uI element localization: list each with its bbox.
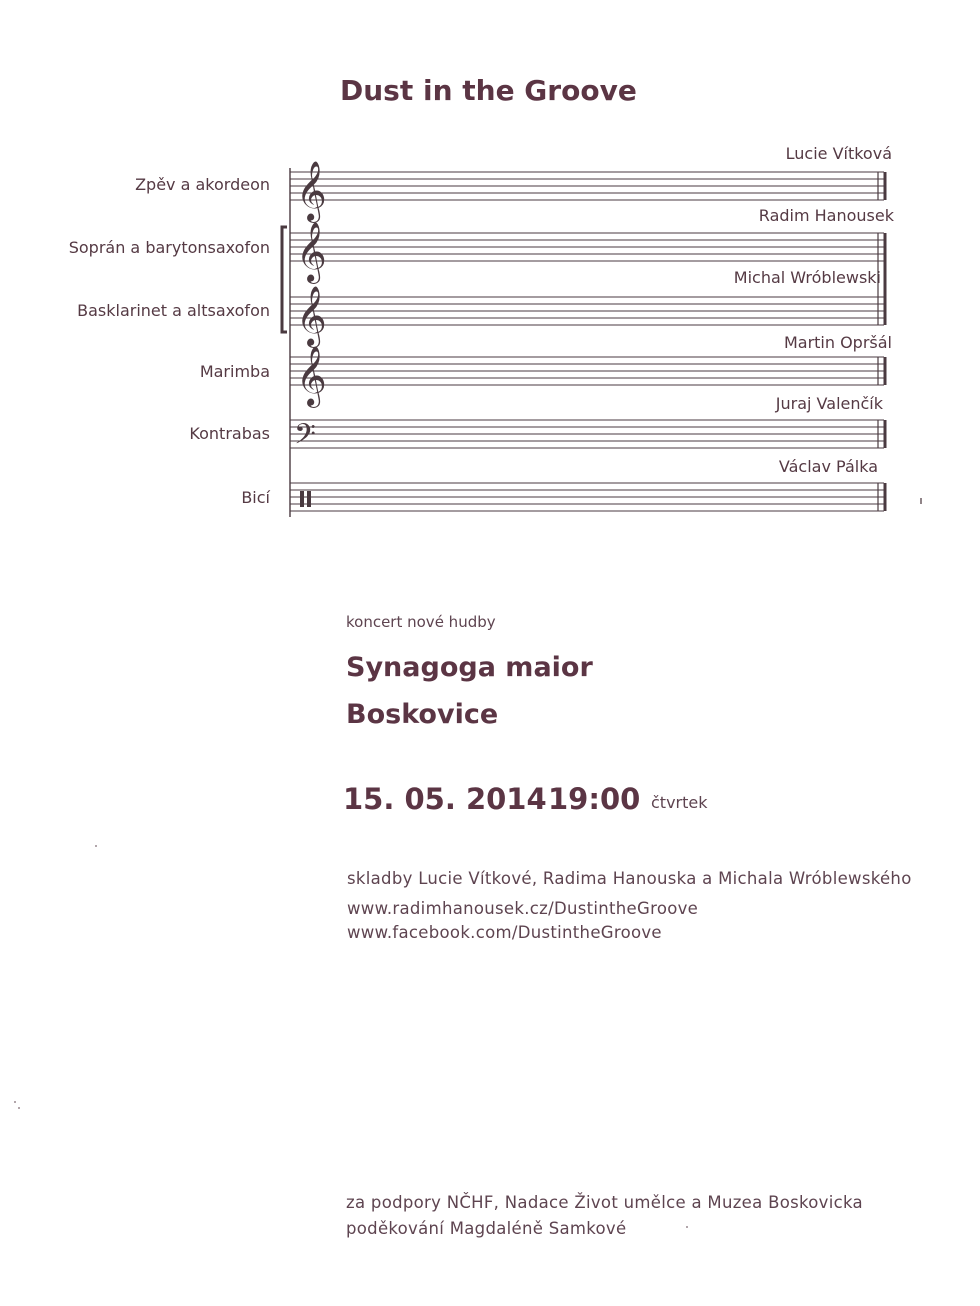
treble-clef-icon: 𝄞 — [296, 346, 327, 406]
compositions-credit: skladby Lucie Vítkové, Radima Hanouska a Michala Wróblewského — [347, 869, 912, 888]
player-name-valencik: Juraj Valenčík — [775, 394, 883, 413]
instrument-label-clarinet: Basklarinet a altsaxofon — [77, 301, 270, 320]
instrument-label-drums: Bicí — [241, 488, 270, 507]
staff-vocals — [290, 172, 885, 200]
staff-bass — [290, 420, 885, 448]
instrument-label-marimba: Marimba — [199, 362, 270, 381]
staff-marimba — [290, 357, 885, 385]
instrument-label-saxophones: Soprán a barytonsaxofon — [68, 238, 270, 257]
scan-speck — [95, 845, 97, 847]
event-weekday: čtvrtek — [651, 793, 708, 812]
scan-speck — [14, 1101, 16, 1103]
player-name-vitkova: Lucie Vítková — [785, 144, 892, 163]
staff-clarinet — [290, 297, 884, 325]
instrument-label-vocals: Zpěv a akordeon — [135, 175, 270, 194]
poster-title: Dust in the Groove — [340, 74, 637, 107]
event-time: 19:00 — [548, 782, 641, 816]
treble-clef-icon: 𝄞 — [296, 222, 327, 282]
staff-drums — [290, 483, 885, 511]
treble-clef-icon: 𝄞 — [296, 161, 327, 221]
player-name-oprsal: Martin Opršál — [783, 333, 892, 352]
player-name-wroblewski: Michal Wróblewski — [733, 268, 881, 287]
support-credit: za podpory NČHF, Nadace Život umělce a Muzea Boskovicka — [346, 1193, 863, 1212]
facebook-link[interactable]: www.facebook.com/DustintheGroove — [347, 923, 662, 942]
website-link[interactable]: www.radimhanousek.cz/DustintheGroove — [347, 899, 699, 918]
score-system — [0, 0, 980, 560]
treble-clef-icon: 𝄞 — [296, 286, 327, 346]
thanks-credit: poděkování Magdaléně Samkové — [346, 1219, 627, 1238]
staff-saxophones — [290, 233, 884, 261]
bracket-icon — [282, 227, 287, 332]
instrument-label-bass: Kontrabas — [189, 424, 270, 443]
scan-speck — [18, 1107, 20, 1109]
venue-name: Synagoga maior — [346, 652, 593, 683]
percussion-clef-icon — [300, 491, 311, 507]
concert-subtitle: koncert nové hudby — [346, 613, 496, 631]
scan-speck — [686, 1226, 688, 1228]
bass-clef-icon: 𝄢 — [294, 418, 316, 458]
venue-city: Boskovice — [346, 699, 499, 730]
player-name-palka: Václav Pálka — [778, 457, 878, 476]
player-name-hanousek: Radim Hanousek — [758, 206, 894, 225]
event-date: 15. 05. 2014 — [343, 782, 547, 816]
